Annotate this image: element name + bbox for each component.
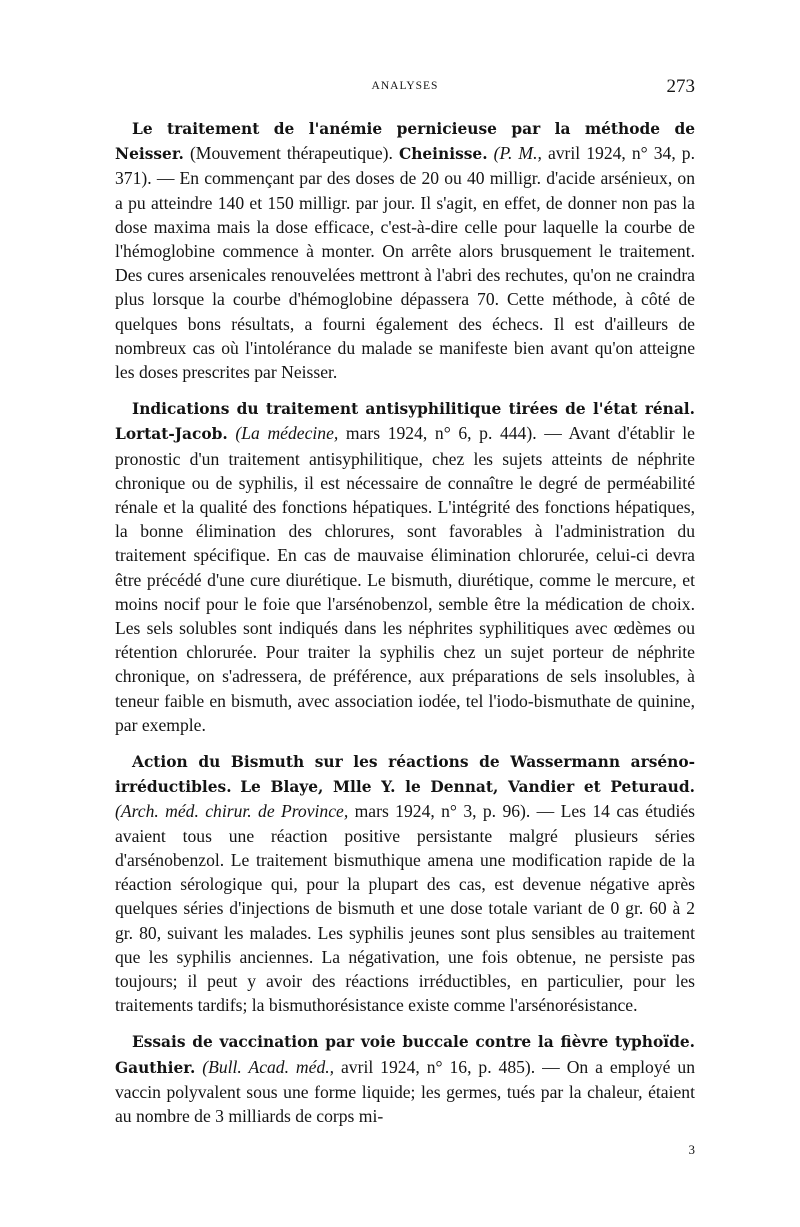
- running-title: ANALYSES: [371, 80, 439, 92]
- page-number: 273: [666, 76, 695, 97]
- article-title: Essais de vaccination par voie buccale contre la fièvre typhoïde.: [132, 1033, 695, 1052]
- article-author: Le Blaye, Mlle Y. le Dennat, Vandier et Peturaud.: [240, 778, 695, 797]
- journal-name: (P. M.,: [493, 143, 542, 164]
- abstract-bismuth-wassermann: [115, 749, 695, 1017]
- article-title: Indications du traitement antisyphilitique tirées de l'état rénal.: [132, 400, 695, 419]
- article-body: — On a employé un vaccin polyvalent sous une forme liquide; les germes, tués par la chaleur, étaient au nombre de 3 milliards de corps mi-: [115, 1056, 695, 1126]
- abstract-pernicious-anemia: [115, 116, 695, 384]
- citation: avril 1924, n° 34, p. 371).: [115, 143, 695, 189]
- signature-mark: 3: [688, 1142, 695, 1157]
- journal-name: (Arch. méd. chirur. de Province,: [115, 801, 349, 822]
- article-title: Action du Bismuth sur les réactions de Wassermann arséno-irréductibles.: [115, 753, 695, 797]
- abstract-typhoid-vaccination: [115, 1029, 695, 1128]
- article-author: Gauthier.: [115, 1058, 196, 1077]
- article-author: Lortat-Jacob.: [115, 425, 228, 444]
- citation: mars 1924, n° 3, p. 96).: [354, 801, 531, 822]
- citation: mars 1924, n° 6, p. 444).: [345, 423, 537, 444]
- article-title: Le traitement de l'anémie pernicieuse par la méthode de Neisser.: [115, 120, 695, 164]
- running-head: [115, 76, 695, 102]
- journal-name: (La médecine,: [235, 423, 339, 444]
- article-author: Cheinisse.: [398, 145, 488, 164]
- journal-name: (Bull. Acad. méd.,: [202, 1056, 335, 1077]
- abstract-renal-antisyphilitic: [115, 396, 695, 737]
- article-body: — En commençant par des doses de 20 ou 40 milligr. d'acide arsénieux, on a pu atteindre 140 et 150 milligr. par jour. Il s'agit, en effet, de donner non pas la dose maxima mais la dose efficace, c'est-à-dire celle pour laquelle la courbe de l'hémoglobine commence à monter. On arrête alors brusquement le traitement. Des cures arsenicales renouvelées mettront à l'abri des rechutes, qu'on ne craindra plus lorsque la courbe d'hémoglobine dépassera 70. Cette méthode, à côté de quelques bons résultats, a fourni également des échecs. Il est d'ailleurs de nombreux cas où l'intolérance du malade se manifeste bien avant qu'on atteigne les doses prescrites par Neisser.: [115, 168, 695, 383]
- article-body: — Les 14 cas étudiés avaient tous une réaction positive persistante malgré plusieurs séries d'arsénobenzol. Le traitement bismuthique amena une modification rapide de la réaction sérologique qui, pour la plupart des cas, est devenue négative après quelques séries d'injections de bismuth et une dose totale variant de 0 gr. 60 à 2 gr. 80, suivant les malades. Les syphilis jeunes sont plus sensibles au traitement que les syphilis anciennes. La négativation, une fois obtenue, ne persiste pas toujours; il peut y avoir des réactions irréductibles, en particulier, pour les traitements tardifs; la bismuthorésistance existe comme l'arsénorésistance.: [115, 801, 696, 1016]
- citation: avril 1924, n° 16, p. 485).: [341, 1056, 536, 1077]
- document-page: [115, 76, 696, 1157]
- section-note: (Mouvement thérapeutique).: [189, 143, 393, 164]
- article-body: — Avant d'établir le pronostic d'un traitement antisyphilitique, chez les sujets atteints de néphrite chronique ou de syphilis, il est nécessaire de connaître le degré de perméabilité rénale et la qualité des fonctions hépatiques. L'intégrité des fonctions hépatiques, la bonne élimination des chlorures, sont favorables à l'administration du traitement spécifique. En cas de mauvaise élimination chlorurée, celui-ci devra être précédé d'une cure diurétique. Le bismuth, diurétique, comme le mercure, et moins nocif pour le foie que l'arsénobenzol, semble être la médication de choix. Les sels solubles sont indiqués dans les néphrites syphilitiques avec œdèmes ou rétention chlorurée. Pour traiter la syphilis chez un sujet porteur de néphrite chronique, on s'adressera, de préférence, aux préparations de sels insolubles, à teneur faible en bismuth, avec association iodée, tel l'iodo-bismuthate de quinine, par exemple.: [115, 423, 695, 735]
